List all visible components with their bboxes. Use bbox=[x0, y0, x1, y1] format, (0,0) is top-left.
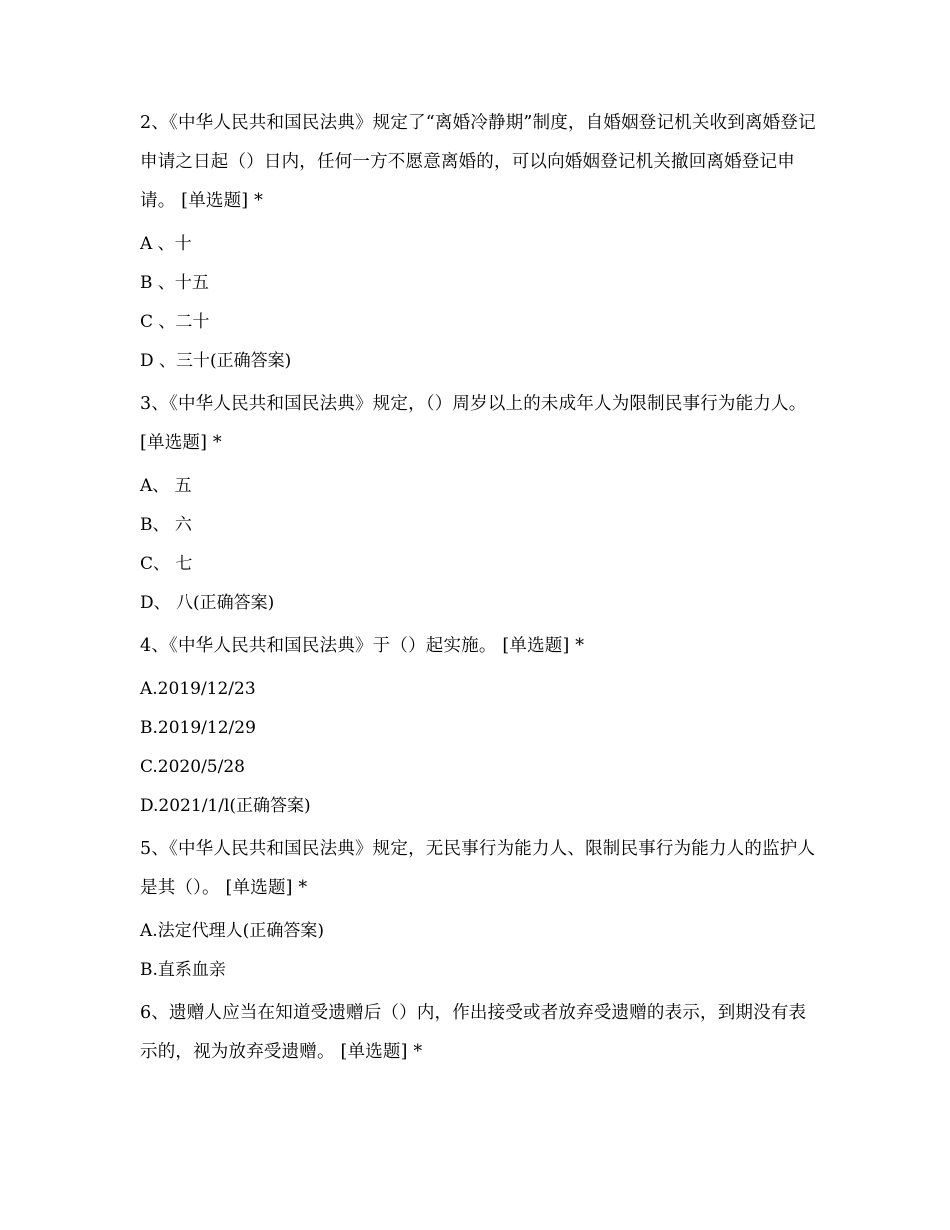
option-c: C.2020/5/28 bbox=[140, 757, 245, 777]
option-d: D.2021/1/l(正确答案) bbox=[140, 796, 311, 816]
question-text: 3、《中华人民共和国民法典》规定，（）周岁以上的未成年人为限制民事行为能力人。 [单选题] * bbox=[140, 394, 807, 453]
question-4 bbox=[140, 627, 820, 826]
question-5 bbox=[140, 830, 820, 990]
question-2 bbox=[140, 104, 820, 381]
question-3 bbox=[140, 385, 820, 623]
option-b: B.直系血亲 bbox=[140, 960, 226, 980]
option-d: D 、三十(正确答案) bbox=[140, 351, 292, 371]
question-text: 2、《中华人民共和国民法典》规定了“离婚冷静期”制度，自婚姻登记机关收到离婚登记申请之日起（）日内，任何一方不愿意离婚的，可以向婚姻登记机关撤回离婚登记申请。 [单选题] * bbox=[140, 113, 816, 211]
question-text: 5、《中华人民共和国民法典》规定，无民事行为能力人、限制民事行为能力人的监护人是其（）。 [单选题] * bbox=[140, 839, 816, 898]
option-a: A 、十 bbox=[140, 234, 192, 254]
option-a: A.2019/12/23 bbox=[140, 679, 256, 699]
question-6 bbox=[140, 994, 820, 1072]
option-b: B.2019/12/29 bbox=[140, 718, 256, 738]
option-c: C 、二十 bbox=[140, 312, 210, 332]
option-c: C、 七 bbox=[140, 554, 193, 574]
question-text: 4、《中华人民共和国民法典》于（）起实施。 [单选题] * bbox=[140, 636, 585, 656]
option-a: A、 五 bbox=[140, 476, 192, 496]
option-a: A.法定代理人(正确答案) bbox=[140, 921, 324, 941]
option-b: B、 六 bbox=[140, 515, 192, 535]
option-b: B 、十五 bbox=[140, 273, 209, 293]
question-text: 6、遗赠人应当在知道受遗赠后（）内，作出接受或者放弃受遗赠的表示，到期没有表示的，视为放弃受遗赠。 [单选题] * bbox=[140, 1003, 807, 1062]
document-page bbox=[140, 104, 820, 1076]
option-d: D、 八(正确答案) bbox=[140, 593, 275, 613]
